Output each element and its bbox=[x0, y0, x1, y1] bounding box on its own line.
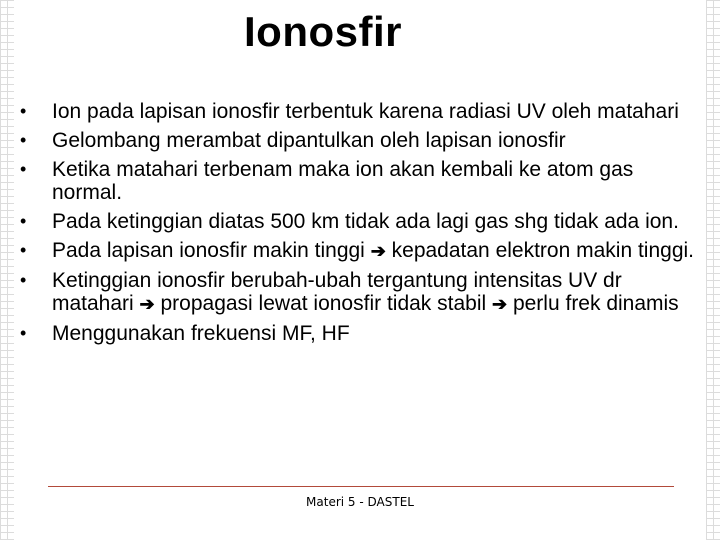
bullet-item bbox=[18, 239, 698, 263]
slide-title bbox=[0, 8, 720, 56]
bullet-icon: • bbox=[20, 130, 27, 150]
right-arrow-icon: ➔ bbox=[492, 294, 508, 314]
bullet-text-part: propagasi lewat ionosfir tidak stabil bbox=[160, 292, 487, 315]
bullet-icon: • bbox=[20, 323, 27, 343]
bullet-item bbox=[18, 158, 698, 204]
bullet-icon: • bbox=[20, 101, 27, 121]
left-grid-border bbox=[0, 0, 14, 540]
footer-divider bbox=[48, 486, 674, 487]
bullet-text: Pada ketinggian diatas 500 km tidak ada lagi gas shg tidak ada ion. bbox=[52, 210, 679, 233]
bullet-icon: • bbox=[20, 159, 27, 179]
bullet-item bbox=[18, 322, 698, 345]
bullet-text-part: perlu frek dinamis bbox=[512, 292, 679, 315]
bullet-item bbox=[18, 100, 698, 123]
slide-title-text: Ionosfir bbox=[244, 8, 402, 55]
bullet-text-part: Ketinggian ionosfir berubah-ubah tergantung intensitas UV dr matahari bbox=[52, 269, 622, 315]
bullet-icon: • bbox=[20, 211, 27, 231]
slide-footer: Materi 5 - DASTEL bbox=[306, 495, 414, 509]
bullet-item bbox=[18, 210, 698, 233]
bullet-text: Menggunakan frekuensi MF, HF bbox=[52, 322, 350, 345]
right-grid-border bbox=[706, 0, 720, 540]
right-arrow-icon: ➔ bbox=[139, 294, 155, 314]
bullet-icon: • bbox=[20, 240, 27, 260]
bullet-item bbox=[18, 269, 698, 316]
bullet-text: Ion pada lapisan ionosfir terbentuk karena radiasi UV oleh matahari bbox=[52, 100, 679, 123]
bullet-text: Gelombang merambat dipantulkan oleh lapisan ionosfir bbox=[52, 129, 566, 152]
bullet-text-part: Pada lapisan ionosfir makin tinggi bbox=[52, 239, 365, 262]
bullet-item bbox=[18, 129, 698, 152]
bullet-icon: • bbox=[20, 270, 27, 290]
bullet-list bbox=[18, 100, 698, 351]
bullet-text-part: kepadatan elektron makin tinggi. bbox=[391, 239, 694, 262]
right-arrow-icon: ➔ bbox=[370, 241, 386, 261]
bullet-text: Ketika matahari terbenam maka ion akan kembali ke atom gas normal. bbox=[52, 158, 634, 204]
